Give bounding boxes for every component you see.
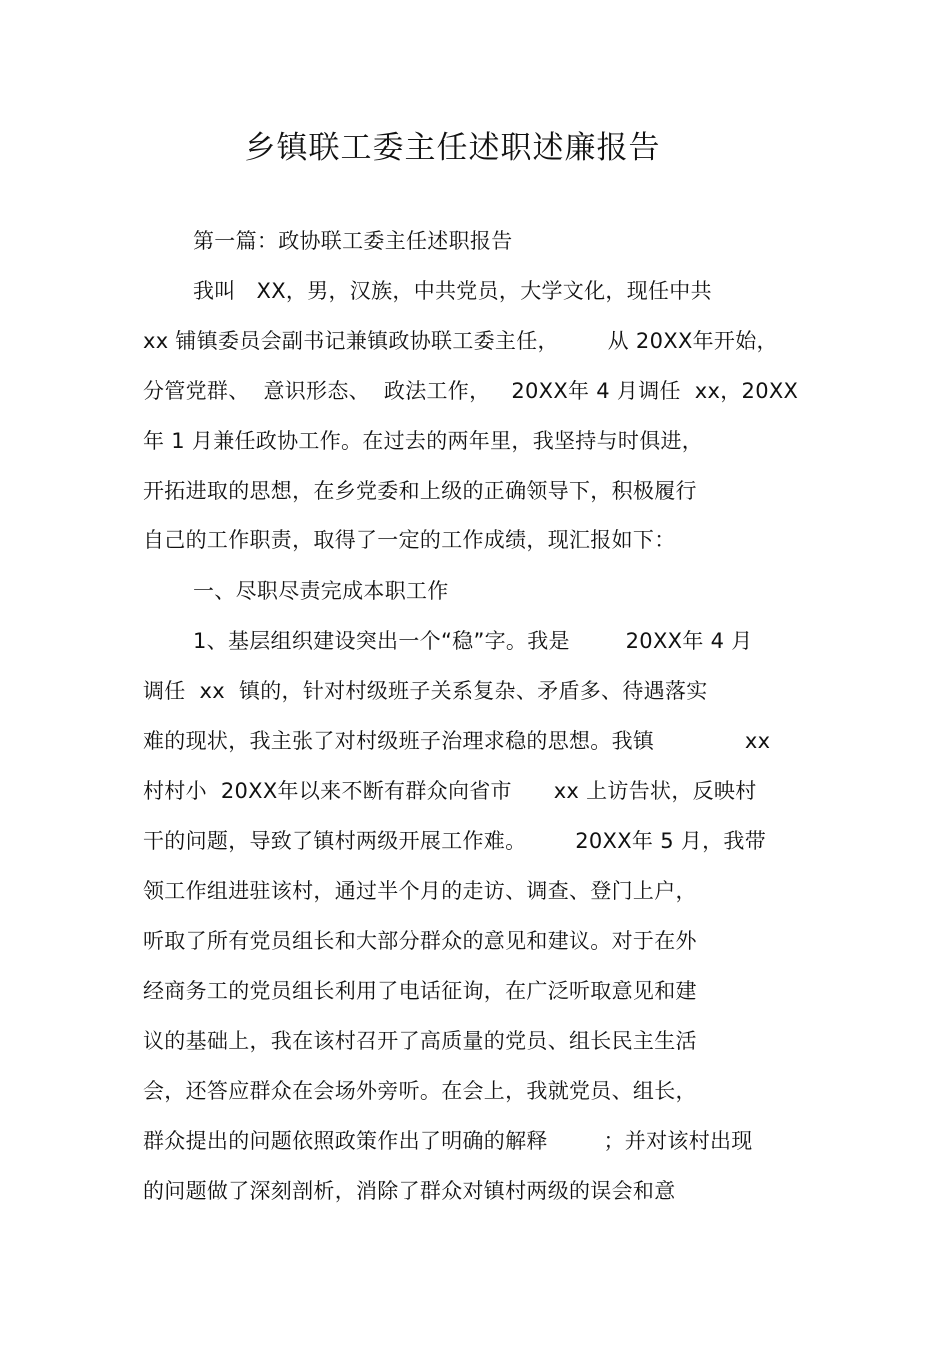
paragraph-line-13: 干的问题，导致了镇村两级开展工作难。 20XX年 5 月，我带 (143, 829, 767, 853)
paragraph-line-14: 领工作组进驻该村，通过半个月的走访、调查、登门上户， (143, 879, 697, 903)
paragraph-line-19: 群众提出的问题依照政策作出了明确的解释 ；并对该村出现 (143, 1129, 753, 1153)
paragraph-line-9: 1、基层组织建设突出一个“稳”字。我是 20XX年 4 月 (193, 629, 753, 653)
paragraph-line-15: 听取了所有党员组长和大部分群众的意见和建议。对于在外 (143, 929, 697, 953)
paragraph-line-4: 分管党群、 意识形态、 政法工作， 20XX年 4 月调任 xx，20XX (143, 379, 799, 403)
paragraph-line-18: 会，还答应群众在会场外旁听。在会上，我就党员、组长， (143, 1079, 697, 1103)
paragraph-line-12: 村村小 20XX年以来不断有群众向省市 xx 上访告状，反映村 (143, 779, 757, 803)
paragraph-line-1: 第一篇：政协联工委主任述职报告 (193, 229, 513, 253)
paragraph-line-2: 我叫 XX，男，汉族，中共党员，大学文化，现任中共 (193, 279, 712, 303)
paragraph-line-3: xx 铺镇委员会副书记兼镇政协联工委主任， 从 20XX年开始， (143, 329, 778, 353)
paragraph-line-5: 年 1 月兼任政协工作。在过去的两年里，我坚持与时俱进， (143, 429, 704, 453)
paragraph-line-6: 开拓进取的思想，在乡党委和上级的正确领导下，积极履行 (143, 479, 697, 503)
document-title: 乡镇联工委主任述职述廉报告 (244, 130, 661, 166)
paragraph-line-20: 的问题做了深刻剖析，消除了群众对镇村两级的误会和意 (143, 1179, 676, 1203)
section-heading: 一、尽职尽责完成本职工作 (193, 579, 449, 603)
paragraph-line-10: 调任 xx 镇的，针对村级班子关系复杂、矛盾多、待遇落实 (143, 679, 708, 703)
paragraph-line-16: 经商务工的党员组长利用了电话征询，在广泛听取意见和建 (143, 979, 697, 1003)
paragraph-line-17: 议的基础上，我在该村召开了高质量的党员、组长民主生活 (143, 1029, 697, 1053)
paragraph-line-7: 自己的工作职责，取得了一定的工作成绩，现汇报如下： (143, 528, 676, 552)
paragraph-line-11: 难的现状，我主张了对村级班子治理求稳的思想。我镇 xx (143, 729, 771, 753)
